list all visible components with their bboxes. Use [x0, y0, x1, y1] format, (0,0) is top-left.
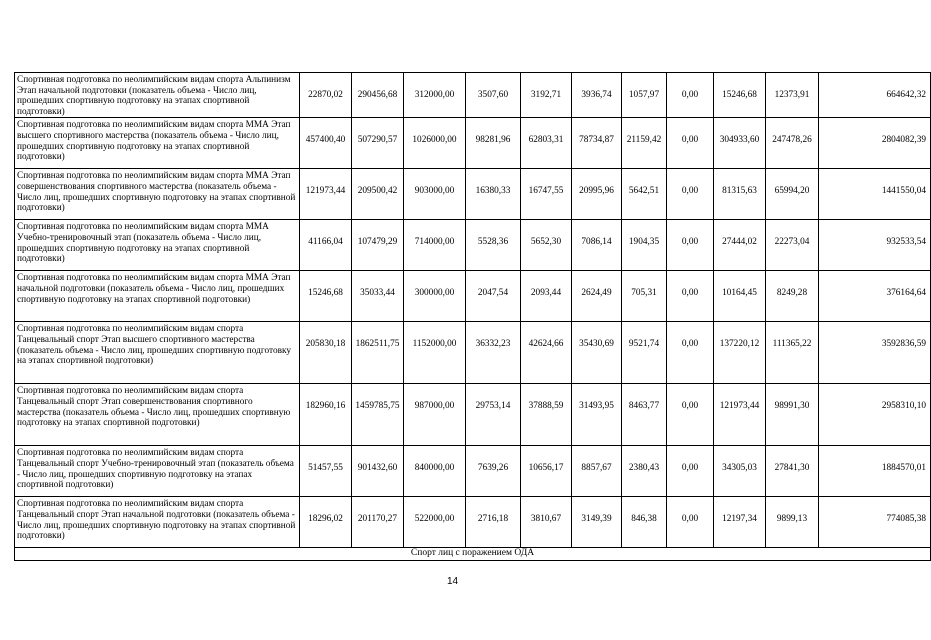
value-cell: 8463,77 [622, 384, 667, 446]
value-cell: 12197,34 [714, 497, 766, 548]
value-cell: 42624,66 [521, 322, 572, 384]
value-cell: 1026000,00 [404, 118, 466, 169]
row-description: Спортивная подготовка по неолимпийским видам спорта ММА Учебно-тренировочный этап (показатель объема - Число лиц, прошедших спортивную подготовку на этапах спортивной подготовки) [15, 220, 300, 271]
value-cell: 1884570,01 [819, 446, 931, 497]
value-cell: 0,00 [667, 73, 714, 118]
value-cell: 987000,00 [404, 384, 466, 446]
value-cell: 1459785,75 [352, 384, 404, 446]
table-row [15, 169, 931, 220]
value-cell: 0,00 [667, 384, 714, 446]
value-cell: 714000,00 [404, 220, 466, 271]
budget-table [14, 72, 931, 561]
value-cell: 903000,00 [404, 169, 466, 220]
section-title: Спорт лиц с поражением ОДА [15, 548, 931, 561]
value-cell: 65994,20 [766, 169, 819, 220]
value-cell: 182960,16 [300, 384, 352, 446]
value-cell: 774085,38 [819, 497, 931, 548]
row-description: Спортивная подготовка по неолимпийским видам спорта Танцевальный спорт Этап совершенствования спортивного мастерства (показатель объема - Число лиц, прошедших спортивную подготовку на этапах спортивной подготовки) [15, 384, 300, 446]
value-cell: 121973,44 [300, 169, 352, 220]
value-cell: 1152000,00 [404, 322, 466, 384]
value-cell: 522000,00 [404, 497, 466, 548]
value-cell: 37888,59 [521, 384, 572, 446]
value-cell: 36332,23 [466, 322, 521, 384]
value-cell: 5652,30 [521, 220, 572, 271]
value-cell: 205830,18 [300, 322, 352, 384]
value-cell: 3192,71 [521, 73, 572, 118]
value-cell: 1862511,75 [352, 322, 404, 384]
value-cell: 705,31 [622, 271, 667, 322]
section-row [15, 548, 931, 561]
value-cell: 34305,03 [714, 446, 766, 497]
row-description: Спортивная подготовка по неолимпийским видам спорта ММА Этап совершенствования спортивного мастерства (показатель объема - Число лиц, прошедших спортивную подготовку на этапах спортивной подготовки) [15, 169, 300, 220]
value-cell: 2804082,39 [819, 118, 931, 169]
value-cell: 137220,12 [714, 322, 766, 384]
value-cell: 5528,36 [466, 220, 521, 271]
row-description: Спортивная подготовка по неолимпийским видам спорта ММА Этап высшего спортивного мастерства (показатель объема - Число лиц, прошедших спортивную подготовку на этапах спортивной подготовки) [15, 118, 300, 169]
table-row [15, 446, 931, 497]
value-cell: 3507,60 [466, 73, 521, 118]
value-cell: 10164,45 [714, 271, 766, 322]
value-cell: 376164,64 [819, 271, 931, 322]
value-cell: 304933,60 [714, 118, 766, 169]
value-cell: 15246,68 [300, 271, 352, 322]
value-cell: 290456,68 [352, 73, 404, 118]
value-cell: 35033,44 [352, 271, 404, 322]
table-row [15, 497, 931, 548]
table-body [15, 73, 931, 548]
value-cell: 107479,29 [352, 220, 404, 271]
value-cell: 41166,04 [300, 220, 352, 271]
value-cell: 29753,14 [466, 384, 521, 446]
row-description: Спортивная подготовка по неолимпийским видам спорта Альпинизм Этап начальной подготовки (показатель объема - Число лиц, прошедших спортивную подготовку на этапах спортивной подготовки) [15, 73, 300, 118]
value-cell: 81315,63 [714, 169, 766, 220]
value-cell: 1057,97 [622, 73, 667, 118]
value-cell: 0,00 [667, 169, 714, 220]
value-cell: 78734,87 [572, 118, 622, 169]
value-cell: 62803,31 [521, 118, 572, 169]
value-cell: 3810,67 [521, 497, 572, 548]
table-row [15, 384, 931, 446]
table-row [15, 271, 931, 322]
value-cell: 932533,54 [819, 220, 931, 271]
value-cell: 0,00 [667, 446, 714, 497]
value-cell: 0,00 [667, 271, 714, 322]
value-cell: 98991,30 [766, 384, 819, 446]
value-cell: 1904,35 [622, 220, 667, 271]
value-cell: 2958310,10 [819, 384, 931, 446]
table-row [15, 322, 931, 384]
value-cell: 8857,67 [572, 446, 622, 497]
value-cell: 0,00 [667, 497, 714, 548]
value-cell: 2047,54 [466, 271, 521, 322]
table-row [15, 220, 931, 271]
value-cell: 247478,26 [766, 118, 819, 169]
table-row [15, 118, 931, 169]
value-cell: 27444,02 [714, 220, 766, 271]
value-cell: 3592836,59 [819, 322, 931, 384]
value-cell: 7086,14 [572, 220, 622, 271]
row-description: Спортивная подготовка по неолимпийским видам спорта Танцевальный спорт Этап начальной подготовки (показатель объема - Число лиц, прошедших спортивную подготовку на этапах спортивной подготовки) [15, 497, 300, 548]
value-cell: 2380,43 [622, 446, 667, 497]
value-cell: 664642,32 [819, 73, 931, 118]
value-cell: 846,38 [622, 497, 667, 548]
value-cell: 901432,60 [352, 446, 404, 497]
value-cell: 21159,42 [622, 118, 667, 169]
value-cell: 457400,40 [300, 118, 352, 169]
value-cell: 5642,51 [622, 169, 667, 220]
value-cell: 9521,74 [622, 322, 667, 384]
value-cell: 2093,44 [521, 271, 572, 322]
value-cell: 121973,44 [714, 384, 766, 446]
value-cell: 20995,96 [572, 169, 622, 220]
value-cell: 2716,18 [466, 497, 521, 548]
value-cell: 312000,00 [404, 73, 466, 118]
value-cell: 7639,26 [466, 446, 521, 497]
row-description: Спортивная подготовка по неолимпийским видам спорта ММА Этап начальной подготовки (показатель объема - Число лиц, прошедших спортивную подготовку на этапах спортивной подготовки) [15, 271, 300, 322]
value-cell: 209500,42 [352, 169, 404, 220]
table-row [15, 73, 931, 118]
row-description: Спортивная подготовка по неолимпийским видам спорта Танцевальный спорт Этап высшего спортивного мастерства (показатель объема - Число лиц, прошедших спортивную подготовку на этапах спортивной подготовки) [15, 322, 300, 384]
value-cell: 507290,57 [352, 118, 404, 169]
value-cell: 3149,39 [572, 497, 622, 548]
value-cell: 8249,28 [766, 271, 819, 322]
value-cell: 3936,74 [572, 73, 622, 118]
value-cell: 12373,91 [766, 73, 819, 118]
value-cell: 18296,02 [300, 497, 352, 548]
value-cell: 0,00 [667, 118, 714, 169]
row-description: Спортивная подготовка по неолимпийским видам спорта Танцевальный спорт Учебно-тренировочный этап (показатель объема - Число лиц, прошедших спортивную подготовку на этапах спортивной подготовки) [15, 446, 300, 497]
value-cell: 9899,13 [766, 497, 819, 548]
value-cell: 1441550,04 [819, 169, 931, 220]
value-cell: 27841,30 [766, 446, 819, 497]
value-cell: 31493,95 [572, 384, 622, 446]
value-cell: 15246,68 [714, 73, 766, 118]
value-cell: 16380,33 [466, 169, 521, 220]
value-cell: 10656,17 [521, 446, 572, 497]
value-cell: 22273,04 [766, 220, 819, 271]
page-number: 14 [446, 576, 459, 587]
value-cell: 2624,49 [572, 271, 622, 322]
value-cell: 0,00 [667, 220, 714, 271]
value-cell: 16747,55 [521, 169, 572, 220]
value-cell: 111365,22 [766, 322, 819, 384]
value-cell: 35430,69 [572, 322, 622, 384]
value-cell: 22870,02 [300, 73, 352, 118]
value-cell: 51457,55 [300, 446, 352, 497]
value-cell: 300000,00 [404, 271, 466, 322]
value-cell: 98281,96 [466, 118, 521, 169]
value-cell: 840000,00 [404, 446, 466, 497]
value-cell: 0,00 [667, 322, 714, 384]
value-cell: 201170,27 [352, 497, 404, 548]
